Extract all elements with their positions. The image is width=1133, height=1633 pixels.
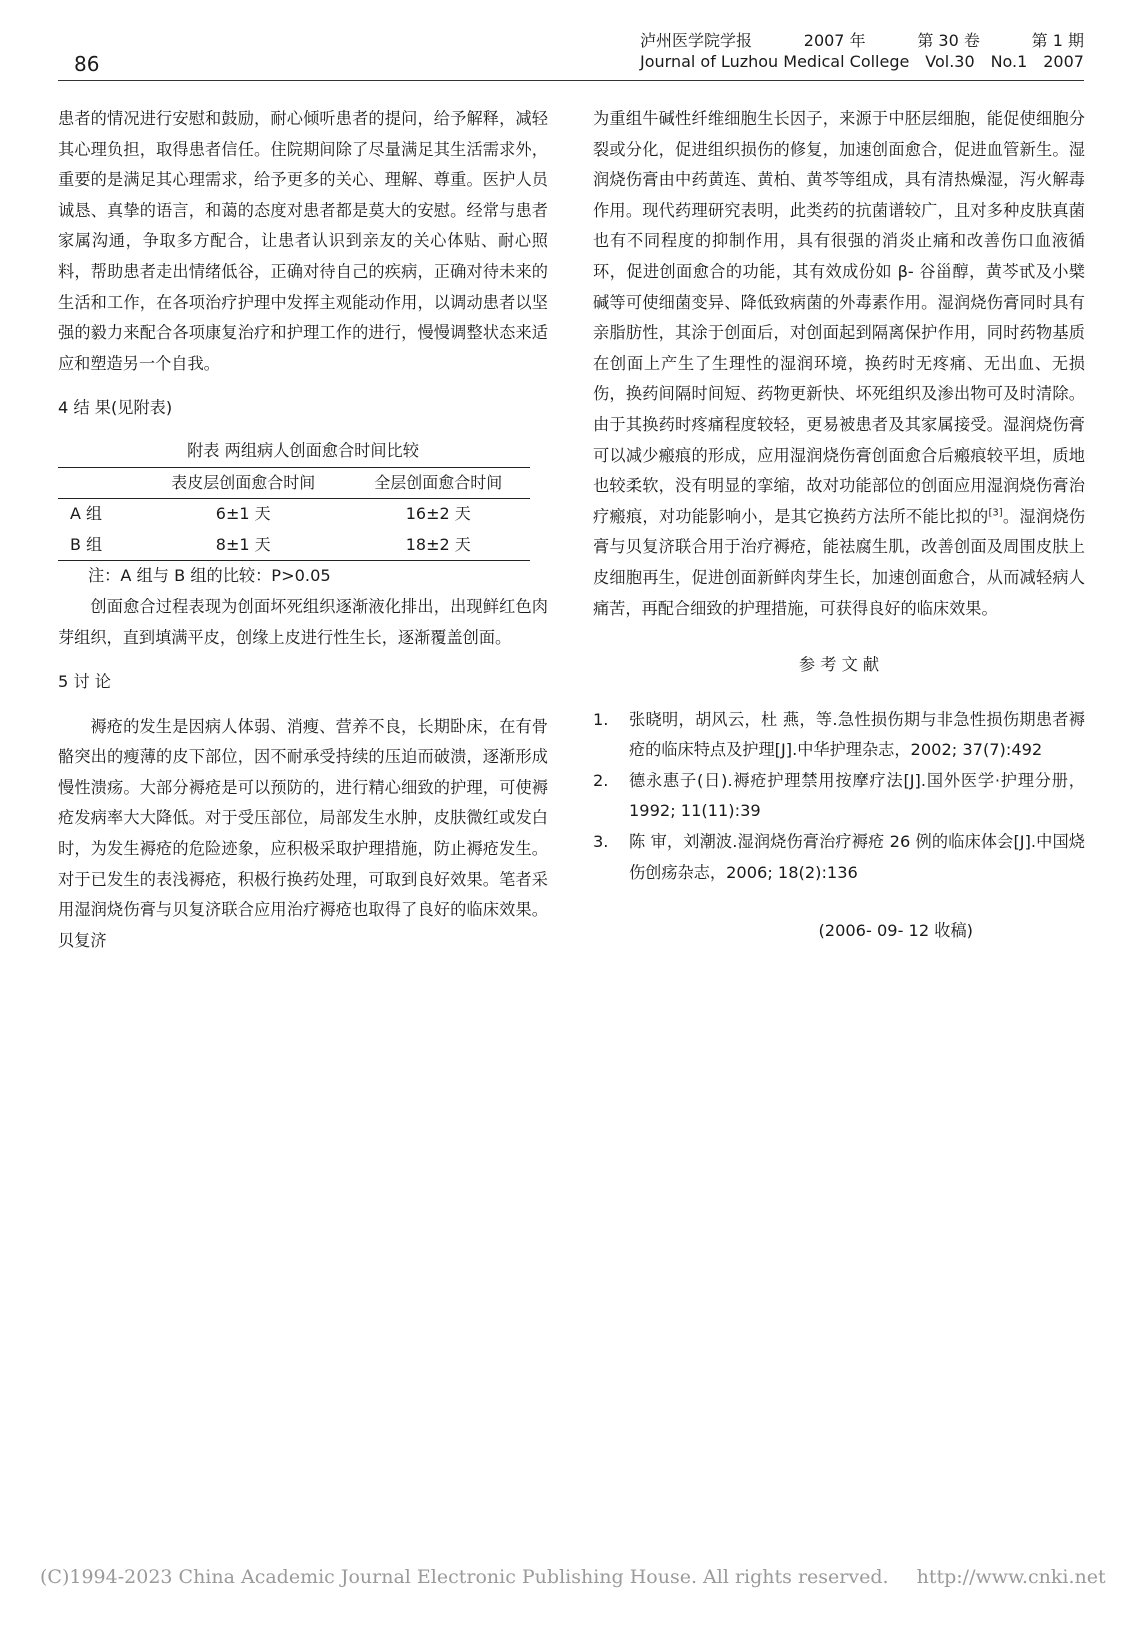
reference-text: 张晓明，胡风云，杜 燕，等.急性损伤期与非急性损伤期患者褥疮的临床特点及护理[J].中华护理杂志，2002; 37(7):492 bbox=[629, 709, 1085, 760]
body-paragraph: 创面愈合过程表现为创面坏死组织逐渐液化排出，出现鲜红色肉芽组织，直到填满平皮，创缘上皮进行性生长，逐渐覆盖创面。 bbox=[58, 596, 548, 647]
table-header-cell bbox=[58, 467, 140, 499]
volume-en: Vol.30 bbox=[925, 52, 975, 71]
copyright-text: (C)1994-2023 China Academic Journal Electronic Publishing House. All rights reserved. bbox=[40, 1566, 889, 1588]
table-row bbox=[58, 499, 530, 530]
reference-item bbox=[593, 827, 1085, 888]
table-note: 注：A 组与 B 组的比较：P>0.05 bbox=[88, 566, 331, 586]
table-cell: 18±2 天 bbox=[405, 534, 471, 554]
reference-list bbox=[593, 705, 1085, 889]
journal-name-cn: 泸州医学院学报 bbox=[640, 31, 753, 50]
reference-number: 1. bbox=[593, 709, 609, 729]
received-date: (2006- 09- 12 收稿) bbox=[818, 921, 973, 941]
citation-mark: [3] bbox=[988, 507, 1003, 519]
results-table bbox=[58, 467, 530, 562]
table-cell: 8±1 天 bbox=[215, 534, 271, 554]
paragraph-text: 。湿润烧伤膏与贝复济联合用于治疗褥疮，能祛腐生肌，改善创面及周围皮肤上皮细胞再生，促进创面新鲜肉芽生长，加速创面愈合，从而减轻病人痛苦，再配合细致的护理措施，可获得良好的临床效果。 bbox=[593, 506, 1086, 618]
issue-en: No.1 bbox=[990, 52, 1028, 71]
table-cell: B 组 bbox=[70, 534, 103, 554]
table-row bbox=[58, 530, 530, 561]
left-column bbox=[58, 104, 548, 956]
year-en: 2007 bbox=[1043, 52, 1084, 71]
body-paragraph: 褥疮的发生是因病人体弱、消瘦、营养不良，长期卧床，在有骨骼突出的瘦薄的皮下部位，因不耐承受持续的压迫而破溃，逐渐形成慢性溃疡。大部分褥疮是可以预防的，进行精心细致的护理，可使褥疮发病率大大降低。对于受压部位，局部发生水肿，皮肤微红或发白时，为发生褥疮的危险迹象，应积极采取护理措施，防止褥疮发生。对于已发生的表浅褥疮，积极行换药处理，可取到良好效果。笔者采用湿润烧伤膏与贝复济联合应用治疗褥疮也取得了良好的临床效果。贝复济 bbox=[58, 716, 548, 950]
paragraph-text: 为重组牛碱性纤维细胞生长因子，来源于中胚层细胞，能促使细胞分裂或分化，促进组织损伤的修复，加速创面愈合，促进血管新生。湿润烧伤膏由中药黄连、黄柏、黄芩等组成，具有清热燥湿，泻火解毒作用。现代药理研究表明，此类药的抗菌谱较广，且对多种皮肤真菌也有不同程度的抑制作用，具有很强的消炎止痛和改善伤口血液循环，促进创面愈合的功能，其有效成份如 β- 谷甾醇，黄芩甙及小檗碱等可使细菌变异、降低致病菌的外毒素作用。湿润烧伤膏同时具有亲脂肪性，其涂于创面后，对创面起到隔离保护作用，同时药物基质在创面上产生了生理性的湿润环境，换药时无疼痛、无出血、无损伤，换药间隔时间短、药物更新快、坏死组织及渗出物可及时清除。由于其换药时疼痛程度较轻，更易被患者及其家属接受。湿润烧伤膏可以减少瘢痕的形成，应用湿润烧伤膏创面愈合后瘢痕较平坦，质地也较柔软，没有明显的挛缩，故对功能部位的创面应用湿润烧伤膏治疗瘢痕，对功能影响小，是其它换药方法所不能比拟的 bbox=[593, 109, 1085, 526]
table-cell: 16±2 天 bbox=[405, 504, 471, 524]
body-paragraph: 患者的情况进行安慰和鼓励，耐心倾听患者的提问，给予解释，减轻其心理负担，取得患者信任。住院期间除了尽量满足其生活需求外，重要的是满足其心理需求，给予更多的关心、理解、尊重。医护人员诚恳、真挚的语言，和蔼的态度对患者都是莫大的安慰。经常与患者家属沟通，争取多方配合，让患者认识到亲友的关心体贴、耐心照料，帮助患者走出情绪低谷，正确对待自己的疾病，正确对待未来的生活和工作，在各项治疗护理中发挥主观能动作用，以调动患者以坚强的毅力来配合各项康复治疗和护理工作的进行，慢慢调整状态来适应和塑造另一个自我。 bbox=[58, 109, 548, 373]
reference-number: 3. bbox=[593, 832, 609, 852]
journal-header-cn bbox=[640, 28, 1084, 51]
page-number: 86 bbox=[74, 52, 100, 76]
volume-cn: 第 30 卷 bbox=[917, 31, 980, 50]
reference-item bbox=[593, 766, 1085, 827]
year-cn: 2007 年 bbox=[803, 31, 866, 50]
table-header-cell: 表皮层创面愈合时间 bbox=[171, 472, 316, 492]
section-5-heading: 5 讨 论 bbox=[58, 672, 111, 692]
reference-text: 德永惠子(日).褥疮护理禁用按摩疗法[J].国外医学·护理分册，1992; 11(11):39 bbox=[629, 770, 1085, 821]
table-cell: 6±1 天 bbox=[215, 504, 271, 524]
body-paragraph bbox=[593, 104, 1085, 624]
issue-cn: 第 1 期 bbox=[1031, 31, 1084, 50]
journal-name-en: Journal of Luzhou Medical College bbox=[640, 52, 910, 71]
table-header-cell: 全层创面愈合时间 bbox=[374, 472, 503, 492]
table-cell: A 组 bbox=[70, 504, 103, 524]
table-caption: 附表 两组病人创面愈合时间比较 bbox=[187, 440, 419, 460]
reference-item bbox=[593, 705, 1085, 766]
references-heading: 参 考 文 献 bbox=[798, 655, 880, 675]
journal-header-en bbox=[640, 52, 1084, 71]
section-4-heading: 4 结 果(见附表) bbox=[58, 398, 173, 418]
cnki-link[interactable]: http://www.cnki.net bbox=[916, 1566, 1106, 1588]
table-header-row bbox=[58, 467, 530, 499]
copyright-footer bbox=[40, 1566, 1106, 1588]
header-rule bbox=[58, 80, 1084, 81]
reference-text: 陈 审，刘潮波.湿润烧伤膏治疗褥疮 26 例的临床体会[J].中国烧伤创疡杂志，2006; 18(2):136 bbox=[629, 832, 1085, 882]
reference-number: 2. bbox=[593, 770, 609, 790]
right-column bbox=[593, 104, 1085, 947]
